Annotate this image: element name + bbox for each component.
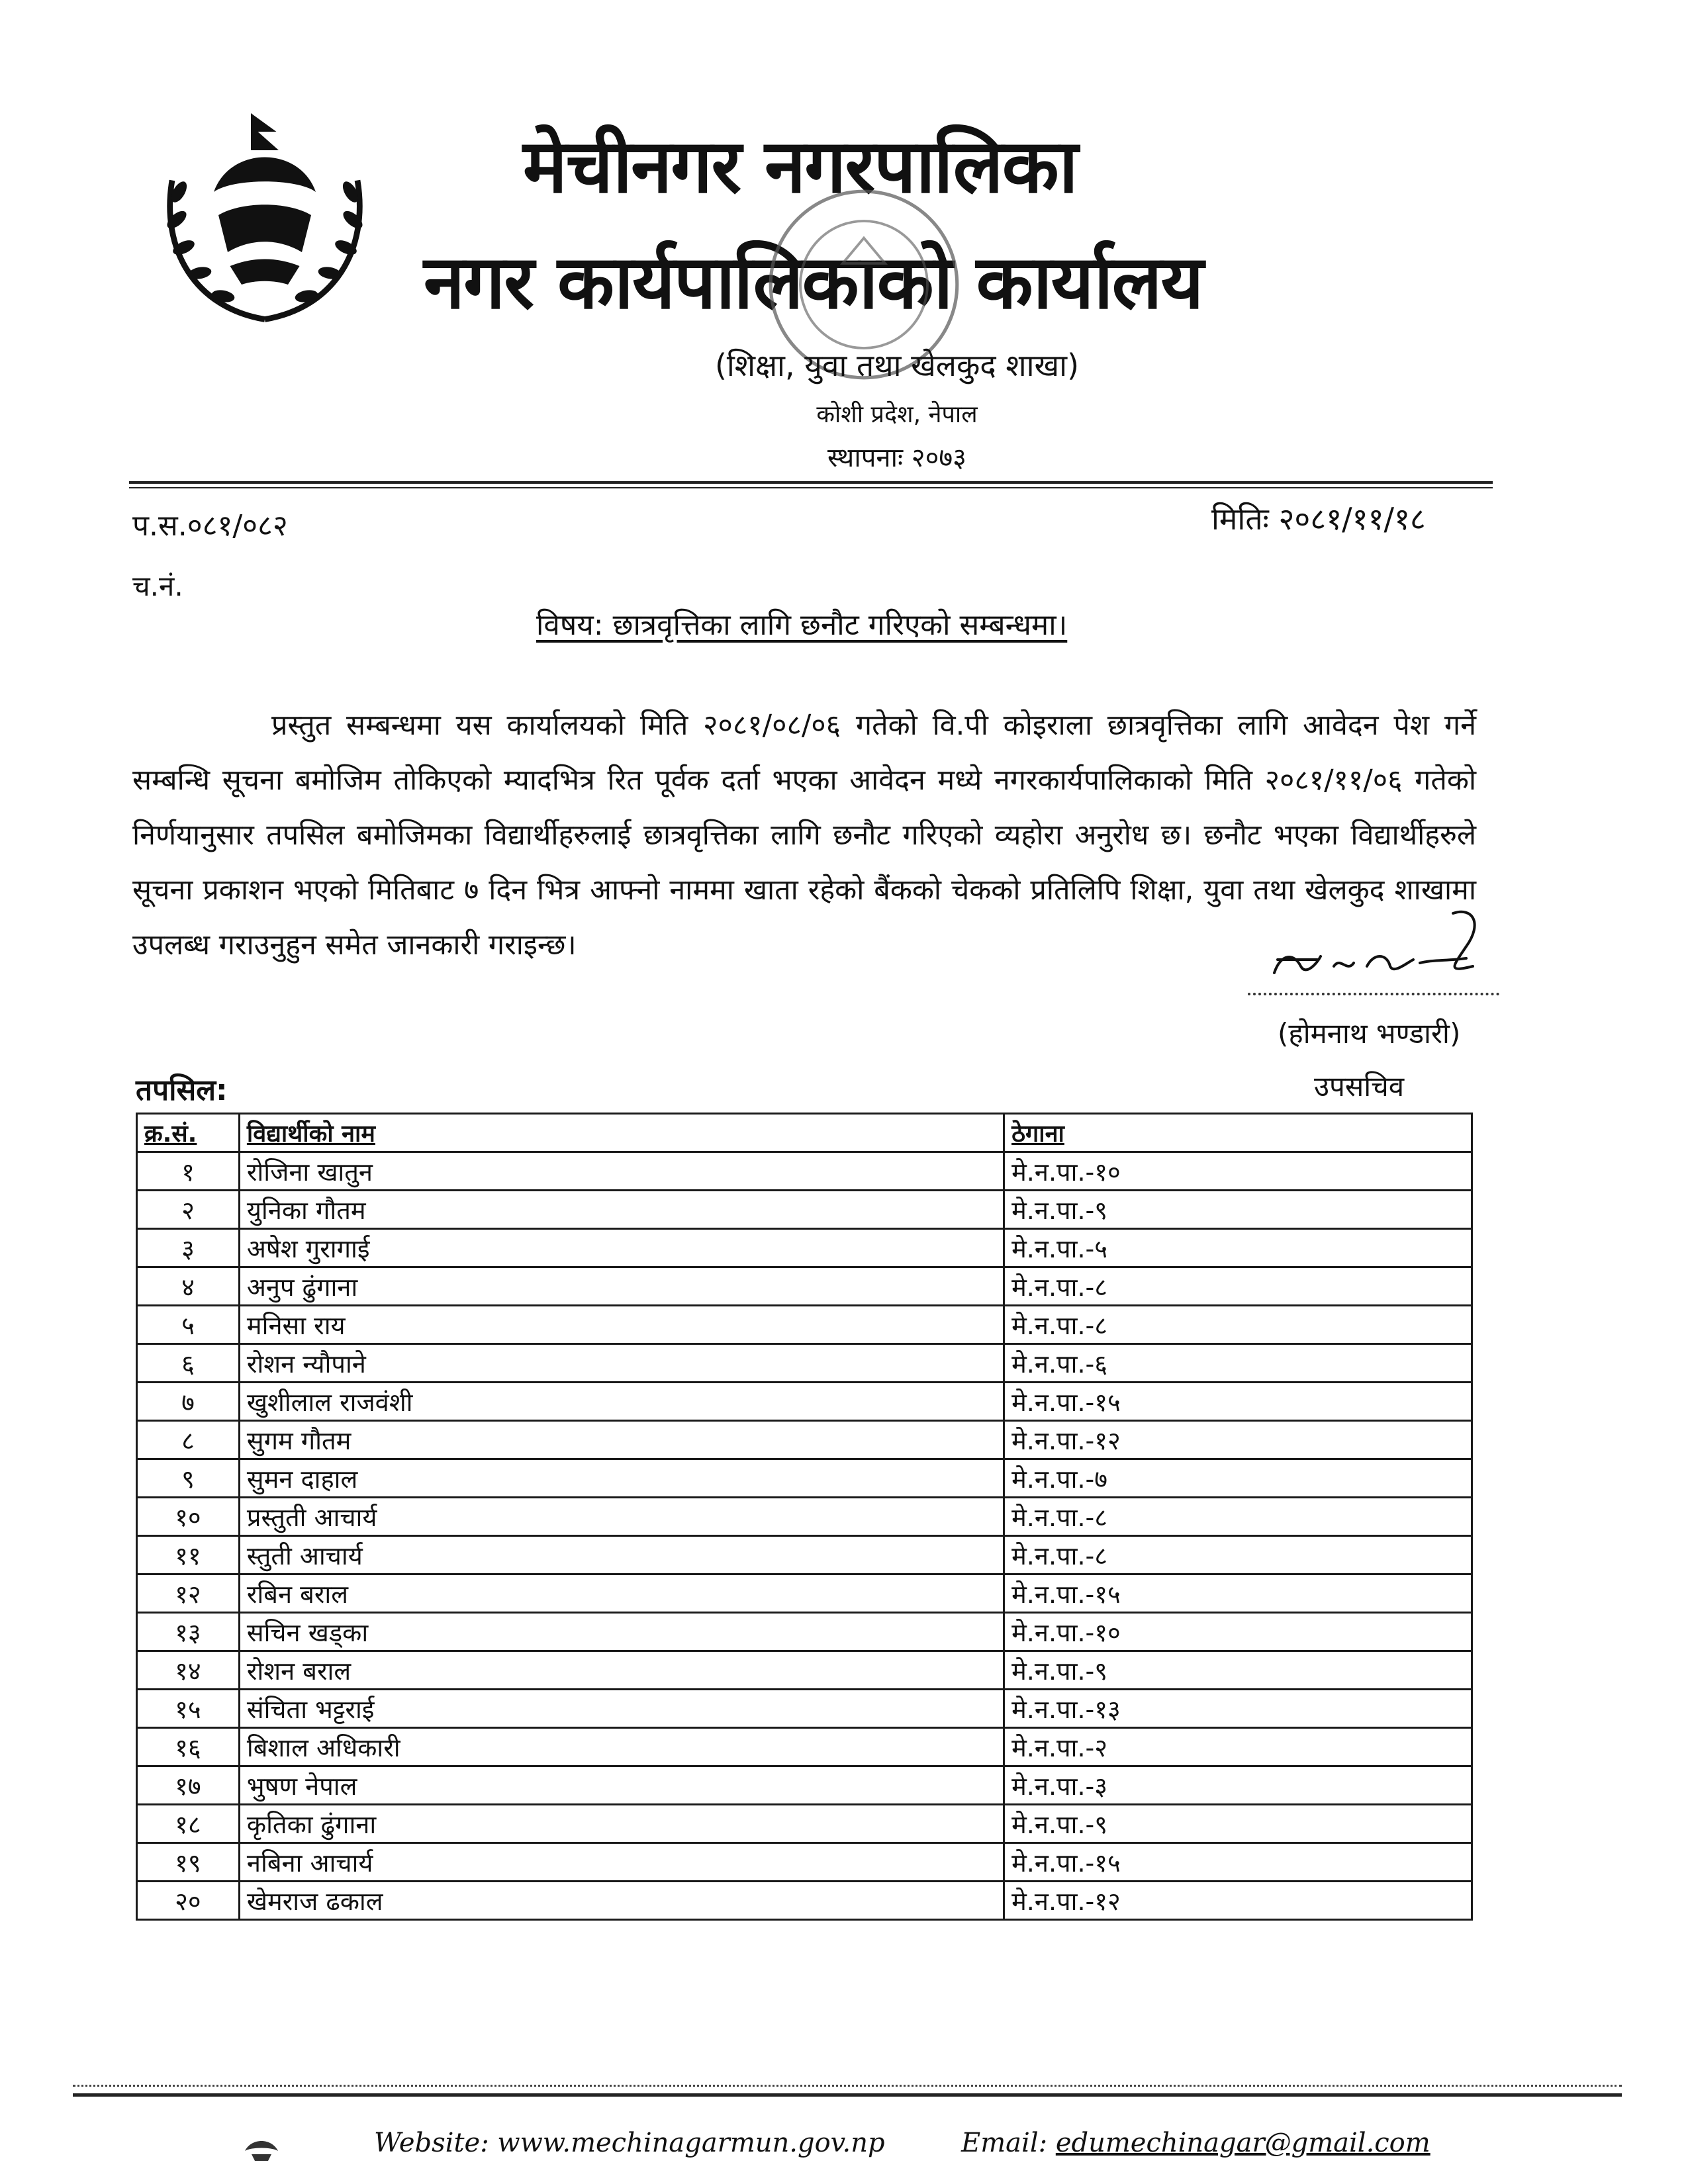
table-header-row bbox=[137, 1114, 1472, 1152]
header-divider bbox=[129, 481, 1493, 484]
serial-cell: २ bbox=[137, 1191, 240, 1229]
table-row bbox=[137, 1459, 1472, 1498]
address-cell: मे.न.पा.-१० bbox=[1004, 1152, 1472, 1191]
footer-divider bbox=[73, 2093, 1622, 2097]
table-row bbox=[137, 1574, 1472, 1613]
office-title-line2: नगर कार्यपालिकाको कार्यालय bbox=[424, 240, 1203, 326]
address-cell: मे.न.पा.-१० bbox=[1004, 1613, 1472, 1651]
student-name-cell: कृतिका ढुंगाना bbox=[239, 1805, 1004, 1843]
table-row bbox=[137, 1421, 1472, 1459]
table-row bbox=[137, 1843, 1472, 1882]
student-name-cell: भुषण नेपाल bbox=[239, 1766, 1004, 1805]
table-row bbox=[137, 1690, 1472, 1728]
website-label: Website: bbox=[374, 2128, 489, 2158]
student-name-cell: रोजिना खातुन bbox=[239, 1152, 1004, 1191]
table-body bbox=[137, 1152, 1472, 1920]
serial-cell: १९ bbox=[137, 1843, 240, 1882]
student-name-cell: सचिन खड्का bbox=[239, 1613, 1004, 1651]
student-name-cell: रोशन न्यौपाने bbox=[239, 1344, 1004, 1383]
serial-cell: १६ bbox=[137, 1728, 240, 1766]
table-row bbox=[137, 1191, 1472, 1229]
address-cell: मे.न.पा.-८ bbox=[1004, 1306, 1472, 1344]
serial-cell: ६ bbox=[137, 1344, 240, 1383]
table-row bbox=[137, 1805, 1472, 1843]
student-name-cell: अषेश गुरागाई bbox=[239, 1229, 1004, 1267]
student-name-cell: युनिका गौतम bbox=[239, 1191, 1004, 1229]
table-row bbox=[137, 1267, 1472, 1306]
office-title-line1: मेचीनगर नगरपालिका bbox=[523, 124, 1077, 210]
serial-cell: २० bbox=[137, 1882, 240, 1920]
table-row bbox=[137, 1383, 1472, 1421]
table-row bbox=[137, 1344, 1472, 1383]
serial-cell: ७ bbox=[137, 1383, 240, 1421]
student-name-cell: अनुप ढुंगाना bbox=[239, 1267, 1004, 1306]
serial-cell: १७ bbox=[137, 1766, 240, 1805]
student-name-cell: खेमराज ढकाल bbox=[239, 1882, 1004, 1920]
serial-cell: १ bbox=[137, 1152, 240, 1191]
letter-body-text: प्रस्तुत सम्बन्धमा यस कार्यालयको मिति २०८१/०८/०६ गतेको वि.पी कोइराला छात्रवृत्तिका लागि आवेदन पेश गर्ने सम्बन्धि सूचना बमोजिम तोकिएको म्यादभित्र रित पूर्वक दर्ता भएका आवेदन मध्ये नगरकार्यपालिकाको मिति २०८१/११/०६ गतेको निर्णयानुसार तपसिल बमोजिमका विद्यार्थीहरुलाई छात्रवृत्तिका लागि छनौट गरिएको व्यहोरा अनुरोध छ। छनौट भएका विद्यार्थीहरुले सूचना प्रकाशन भएको मितिबाट ७ दिन भित्र आफ्नो नाममा खाता रहेको बैंकको चेकको प्रतिलिपि शिक्षा, युवा तथा खेलकुद शाखामा उपलब्ध गराउनुहुन समेत जानकारी गराइन्छ। bbox=[132, 709, 1476, 962]
student-name-cell: रोशन बराल bbox=[239, 1651, 1004, 1690]
address-cell: मे.न.पा.-१५ bbox=[1004, 1843, 1472, 1882]
address-cell: मे.न.पा.-८ bbox=[1004, 1267, 1472, 1306]
serial-cell: १४ bbox=[137, 1651, 240, 1690]
address-cell: मे.न.पा.-१५ bbox=[1004, 1574, 1472, 1613]
student-name-cell: सुगम गौतम bbox=[239, 1421, 1004, 1459]
serial-cell: ९ bbox=[137, 1459, 240, 1498]
student-name-cell: बिशाल अधिकारी bbox=[239, 1728, 1004, 1766]
student-name-cell: नबिना आचार्य bbox=[239, 1843, 1004, 1882]
address-cell: मे.न.पा.-६ bbox=[1004, 1344, 1472, 1383]
table-row bbox=[137, 1229, 1472, 1267]
student-name-cell: मनिसा राय bbox=[239, 1306, 1004, 1344]
serial-cell: १५ bbox=[137, 1690, 240, 1728]
serial-cell: ४ bbox=[137, 1267, 240, 1306]
reference-number: प.स.०८१/०८२ bbox=[132, 509, 288, 543]
address-cell: मे.न.पा.-१२ bbox=[1004, 1421, 1472, 1459]
letter-subject: विषय: छात्रवृत्तिका लागि छनौट गरिएको सम्बन्धमा। bbox=[536, 608, 1068, 642]
table-row bbox=[137, 1728, 1472, 1766]
footer-contact bbox=[374, 2128, 1430, 2158]
email-label: Email: bbox=[961, 2128, 1048, 2158]
address-cell: मे.न.पा.-९ bbox=[1004, 1805, 1472, 1843]
serial-cell: ३ bbox=[137, 1229, 240, 1267]
letter-date: मितिः २०८१/११/१८ bbox=[1211, 501, 1426, 537]
serial-cell: १८ bbox=[137, 1805, 240, 1843]
address-cell: मे.न.पा.-८ bbox=[1004, 1498, 1472, 1536]
address-cell: मे.न.पा.-७ bbox=[1004, 1459, 1472, 1498]
signatory-title: उपसचिव bbox=[1314, 1070, 1405, 1103]
signature-line bbox=[1248, 993, 1499, 995]
table-row bbox=[137, 1766, 1472, 1805]
province-name: कोशी प्रदेश, नेपाल bbox=[816, 401, 978, 428]
address-cell: मे.न.पा.-१५ bbox=[1004, 1383, 1472, 1421]
address-cell: मे.न.पा.-१२ bbox=[1004, 1882, 1472, 1920]
table-row bbox=[137, 1882, 1472, 1920]
branch-name: (शिक्षा, युवा तथा खेलकुद शाखा) bbox=[714, 347, 1080, 383]
signatory-name: (होमनाथ भण्डारी) bbox=[1278, 1017, 1461, 1050]
government-emblem-icon bbox=[149, 99, 381, 331]
column-header-student-name: विद्यार्थीको नाम bbox=[239, 1114, 1004, 1152]
dispatch-number: च.नं. bbox=[132, 570, 183, 602]
serial-cell: ८ bbox=[137, 1421, 240, 1459]
table-row bbox=[137, 1306, 1472, 1344]
website-link[interactable]: www.mechinagarmun.gov.np bbox=[497, 2128, 885, 2158]
footer-divider-dotted bbox=[73, 2085, 1622, 2089]
address-cell: मे.न.पा.-१३ bbox=[1004, 1690, 1472, 1728]
serial-cell: १० bbox=[137, 1498, 240, 1536]
address-cell: मे.न.पा.-९ bbox=[1004, 1651, 1472, 1690]
table-row bbox=[137, 1536, 1472, 1574]
established-year: स्थापनाः २०७३ bbox=[827, 443, 966, 473]
column-header-serial: क्र.सं. bbox=[137, 1114, 240, 1152]
serial-cell: ५ bbox=[137, 1306, 240, 1344]
address-cell: मे.न.पा.-९ bbox=[1004, 1191, 1472, 1229]
column-header-address: ठेगाना bbox=[1004, 1114, 1472, 1152]
student-table bbox=[136, 1113, 1473, 1921]
student-name-cell: सुमन दाहाल bbox=[239, 1459, 1004, 1498]
footer-emblem-icon bbox=[238, 2124, 285, 2164]
student-name-cell: प्रस्तुती आचार्य bbox=[239, 1498, 1004, 1536]
student-name-cell: रबिन बराल bbox=[239, 1574, 1004, 1613]
serial-cell: ११ bbox=[137, 1536, 240, 1574]
header-divider-thin bbox=[129, 487, 1493, 488]
schedule-label: तपसिल: bbox=[136, 1073, 228, 1107]
address-cell: मे.न.पा.-८ bbox=[1004, 1536, 1472, 1574]
serial-cell: १३ bbox=[137, 1613, 240, 1651]
student-name-cell: स्तुती आचार्य bbox=[239, 1536, 1004, 1574]
address-cell: मे.न.पा.-३ bbox=[1004, 1766, 1472, 1805]
table-row bbox=[137, 1498, 1472, 1536]
table-row bbox=[137, 1651, 1472, 1690]
student-name-cell: संचिता भट्टराई bbox=[239, 1690, 1004, 1728]
serial-cell: १२ bbox=[137, 1574, 240, 1613]
student-name-cell: खुशीलाल राजवंशी bbox=[239, 1383, 1004, 1421]
address-cell: मे.न.पा.-२ bbox=[1004, 1728, 1472, 1766]
table-row bbox=[137, 1613, 1472, 1651]
address-cell: मे.न.पा.-५ bbox=[1004, 1229, 1472, 1267]
email-link[interactable]: edumechinagar@gmail.com bbox=[1055, 2128, 1430, 2158]
handwritten-signature-icon bbox=[1254, 900, 1519, 999]
table-row bbox=[137, 1152, 1472, 1191]
